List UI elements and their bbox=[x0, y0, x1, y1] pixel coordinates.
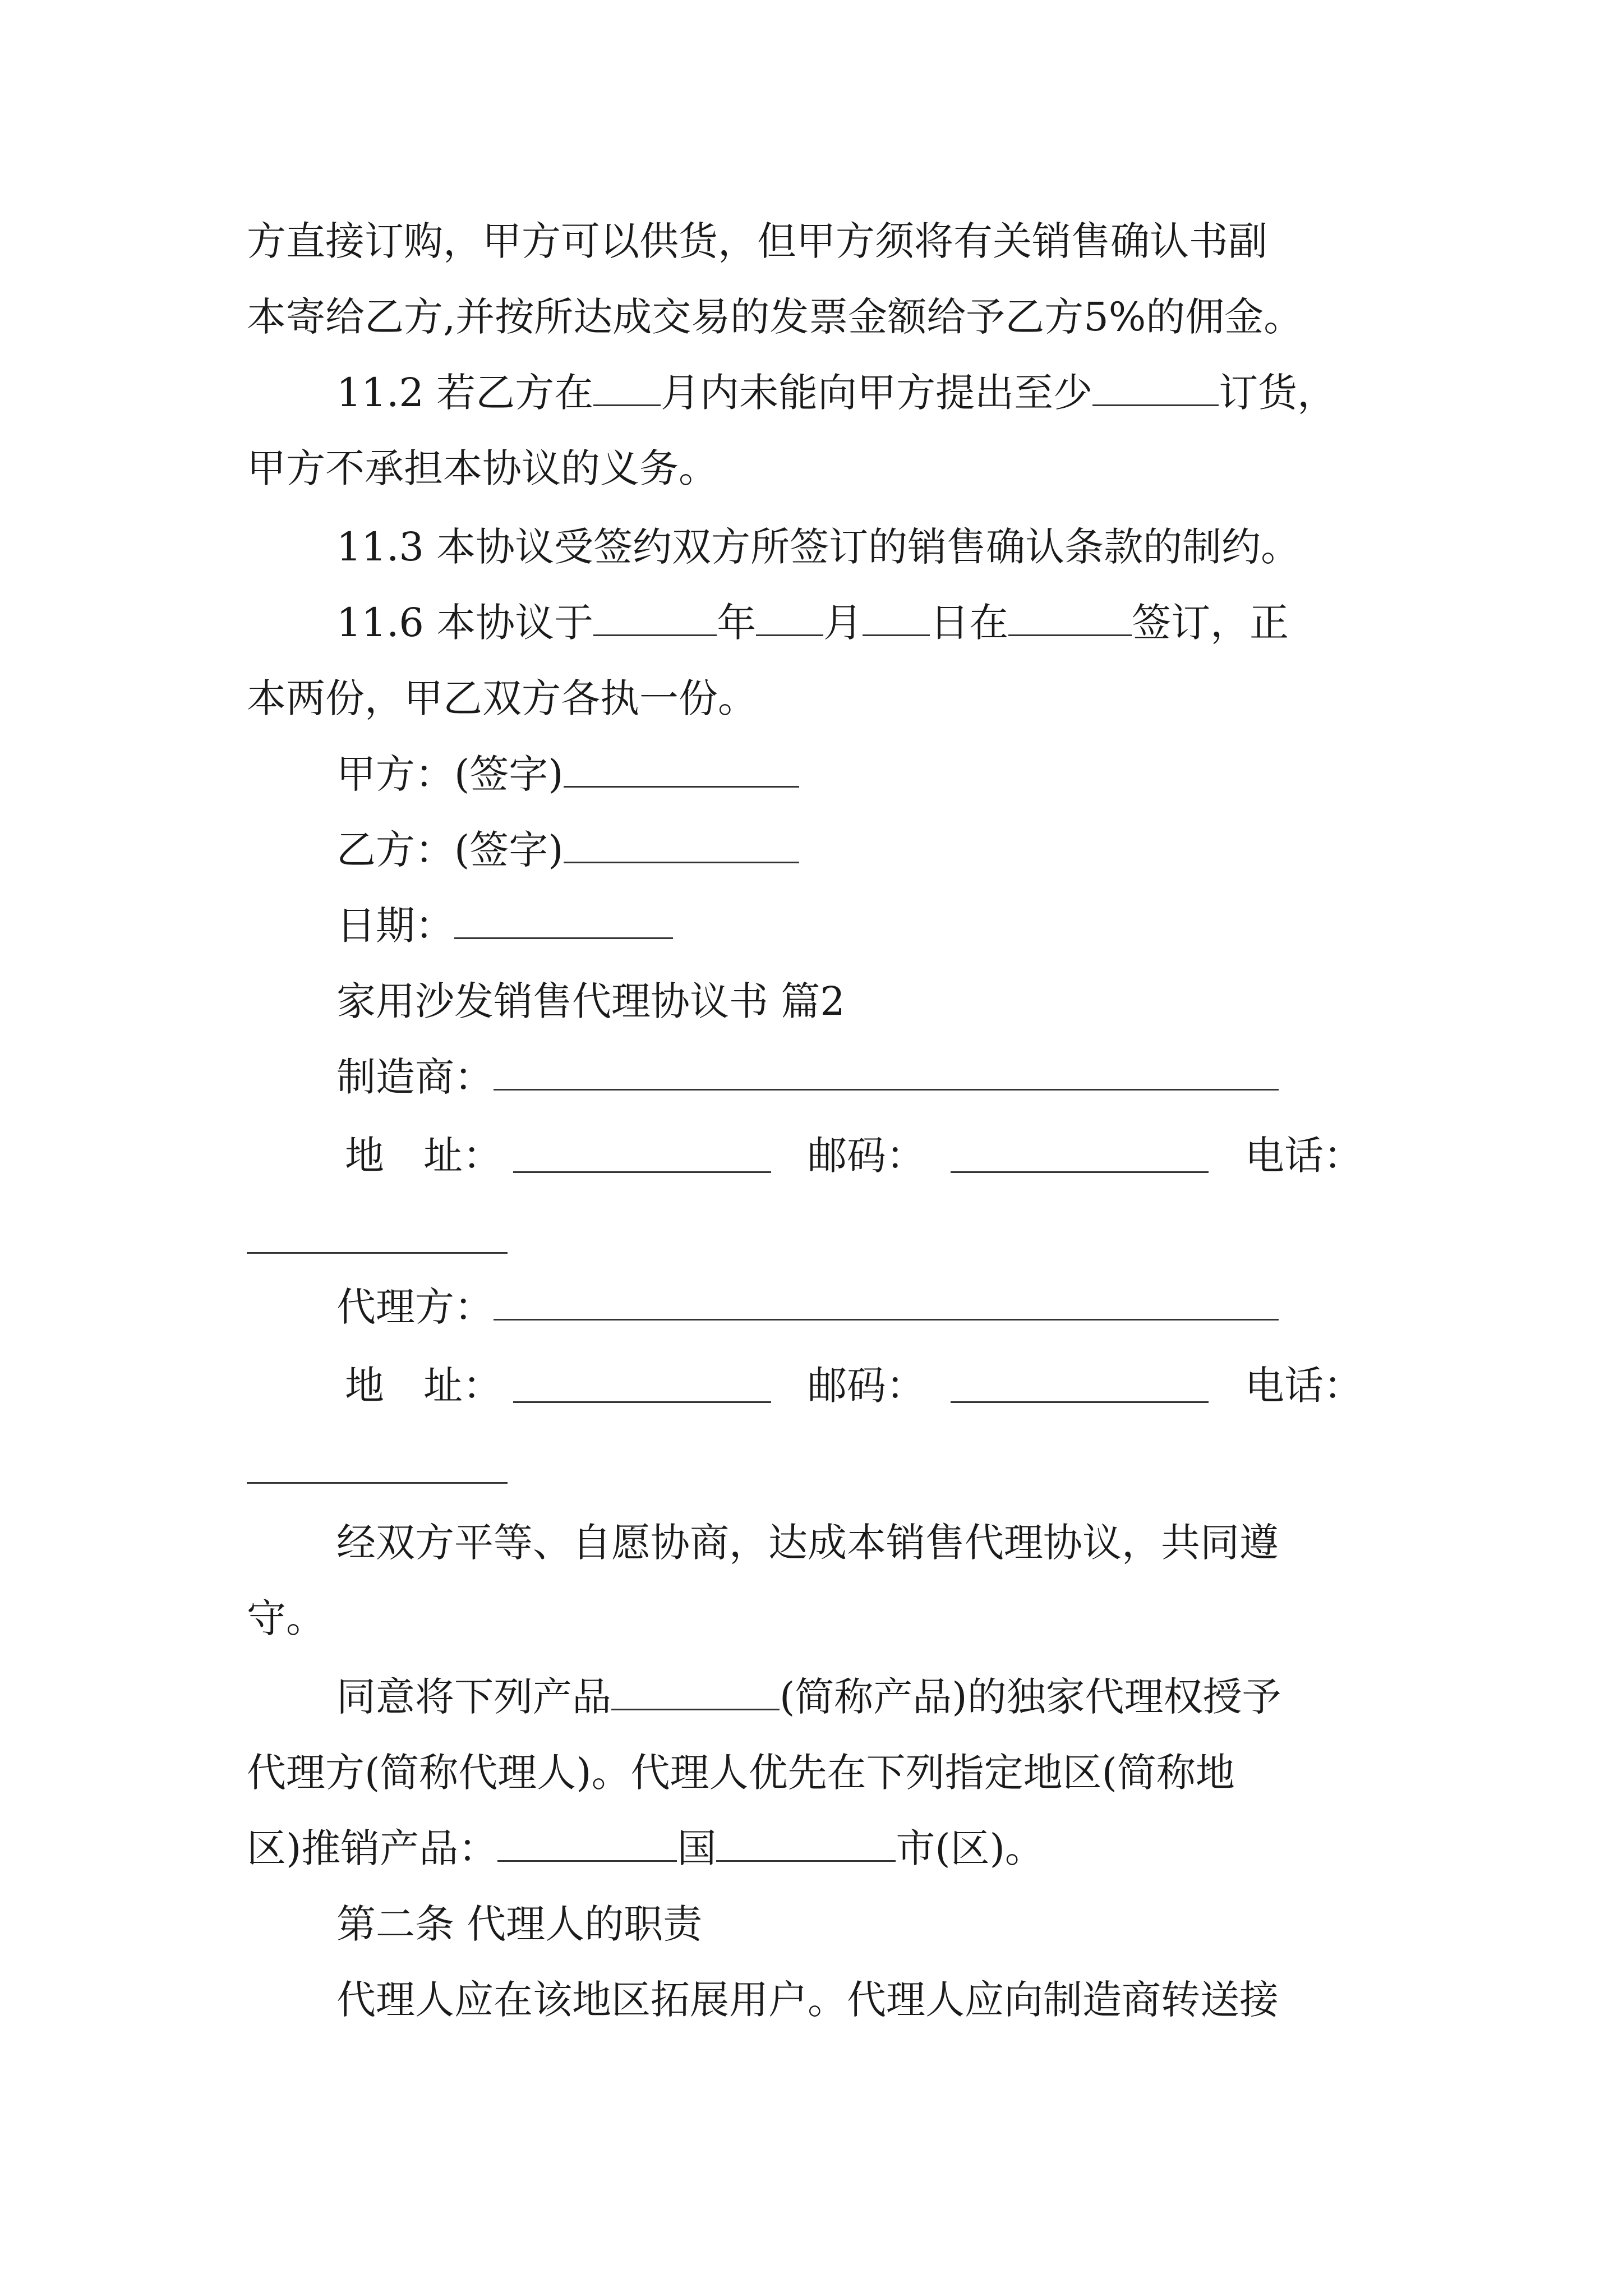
text: 日期： bbox=[336, 903, 454, 949]
blank-field bbox=[247, 1482, 508, 1484]
blank-field bbox=[513, 1128, 771, 1173]
manufacturer-contact-row bbox=[336, 1128, 1402, 1184]
blank-field bbox=[494, 1050, 1279, 1091]
blank-field bbox=[951, 1358, 1209, 1403]
address-label: 地 址： bbox=[345, 1133, 502, 1179]
blank-field bbox=[611, 1669, 780, 1710]
signature-party-a bbox=[336, 746, 1514, 802]
postcode-label: 邮码： bbox=[808, 1363, 925, 1409]
text-line bbox=[247, 440, 1424, 496]
text: 国 bbox=[677, 1825, 717, 1871]
manufacturer-field bbox=[336, 1049, 1514, 1105]
paragraph-3 bbox=[336, 1972, 1514, 2028]
text: 方直接订购，甲方可以供货，但甲方须将有关销售确认书副 bbox=[247, 218, 1267, 264]
text: 第二条 代理人的职责 bbox=[336, 1901, 703, 1947]
signature-party-b bbox=[336, 822, 1514, 878]
blank-field bbox=[247, 1252, 508, 1254]
text: 代理方： bbox=[336, 1284, 494, 1330]
blank-field bbox=[593, 365, 661, 406]
text: 甲方不承担本协议的义务。 bbox=[247, 445, 718, 491]
agent-contact-row bbox=[336, 1358, 1402, 1414]
phone-label: 电话： bbox=[1245, 1363, 1363, 1409]
text: 乙方：(签字) bbox=[336, 827, 564, 873]
blank-field bbox=[716, 1821, 896, 1862]
blank-field bbox=[756, 595, 823, 636]
text: 同意将下列产品 bbox=[336, 1674, 611, 1720]
clause-11-6 bbox=[336, 595, 1514, 651]
text: 经双方平等、自愿协商，达成本销售代理协议，共同遵 bbox=[336, 1520, 1279, 1566]
text: 11.6 本协议于 bbox=[336, 600, 594, 646]
text: 代理方(简称代理人)。代理人优先在下列指定地区(简称地 bbox=[247, 1750, 1235, 1796]
text: 制造商： bbox=[336, 1054, 494, 1100]
agent-field bbox=[336, 1279, 1514, 1335]
blank-field bbox=[454, 898, 673, 939]
text: 代理人应在该地区拓展用户。代理人应向制造商转送接 bbox=[336, 1977, 1279, 2023]
text: 家用沙发销售代理协议书 篇2 bbox=[336, 978, 845, 1024]
text-line bbox=[247, 1590, 1424, 1646]
text: 月 bbox=[823, 600, 863, 646]
text: 11.3 本协议受签约双方所签订的销售确认条款的制约。 bbox=[336, 524, 1301, 570]
blank-field bbox=[1008, 595, 1132, 636]
text: 市(区)。 bbox=[896, 1825, 1044, 1871]
blank-field bbox=[593, 595, 717, 636]
text: 日在 bbox=[930, 600, 1009, 646]
address-label: 地 址： bbox=[345, 1363, 502, 1409]
text: 本两份，甲乙双方各执一份。 bbox=[247, 675, 757, 721]
text-line bbox=[247, 670, 1424, 726]
text: 月内未能向甲方提出至少 bbox=[661, 370, 1093, 416]
text: 订货， bbox=[1219, 370, 1337, 416]
blank-field bbox=[564, 822, 799, 863]
paragraph-1 bbox=[336, 1515, 1514, 1571]
text-line bbox=[247, 213, 1424, 269]
postcode-label: 邮码： bbox=[808, 1133, 925, 1179]
phone-label: 电话： bbox=[1245, 1133, 1363, 1179]
clause-11-2 bbox=[336, 365, 1514, 421]
text: 本寄给乙方,并按所达成交易的发票金额给予乙方5%的佣金。 bbox=[247, 294, 1303, 340]
blank-field bbox=[863, 595, 930, 636]
text-line bbox=[247, 1820, 1424, 1876]
blank-field bbox=[951, 1128, 1209, 1173]
blank-field bbox=[494, 1280, 1279, 1320]
signature-date bbox=[336, 898, 1514, 954]
text: 守。 bbox=[247, 1595, 325, 1641]
text-line bbox=[247, 1745, 1424, 1801]
section-heading bbox=[336, 973, 1514, 1029]
article-2-heading bbox=[336, 1896, 1514, 1952]
blank-field bbox=[513, 1358, 771, 1403]
text: 年 bbox=[717, 600, 757, 646]
text: (简称产品)的独家代理权授予 bbox=[780, 1674, 1281, 1720]
blank-field bbox=[564, 747, 799, 788]
blank-field bbox=[1092, 365, 1219, 406]
text: 甲方：(签字) bbox=[336, 751, 564, 797]
text: 签订，正 bbox=[1132, 600, 1289, 646]
blank-field bbox=[497, 1821, 677, 1862]
text-line bbox=[247, 289, 1424, 345]
clause-11-3 bbox=[336, 519, 1514, 575]
text: 区)推销产品： bbox=[247, 1825, 498, 1871]
text: 11.2 若乙方在 bbox=[336, 370, 594, 416]
paragraph-2 bbox=[336, 1669, 1514, 1725]
